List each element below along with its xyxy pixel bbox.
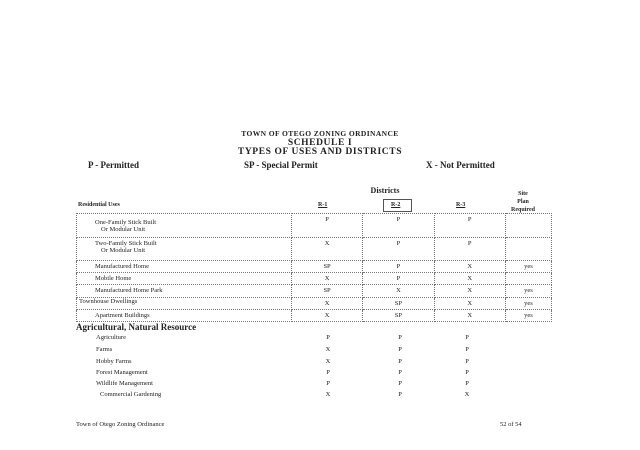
r3-value: P: [465, 369, 469, 376]
r3-cell: X: [434, 273, 505, 285]
table-row: [77, 261, 552, 273]
r2-cell: P: [363, 238, 434, 261]
r3-cell: P: [434, 214, 505, 238]
site-plan-cell: yes: [505, 261, 551, 273]
r2-value: P: [398, 380, 402, 387]
use-cell: [77, 298, 292, 310]
use-label: Two-Family Stick Built: [95, 240, 157, 247]
r1-value: X: [325, 391, 331, 398]
document-title: TOWN OF OTEGO ZONING ORDINANCE: [241, 129, 399, 138]
use-cell: [77, 273, 292, 285]
column-r2: R-2: [391, 202, 401, 208]
r1-cell: X: [291, 310, 362, 322]
r1-cell: X: [291, 273, 362, 285]
r2-value: P: [398, 391, 402, 398]
list-item: Farms: [96, 346, 113, 353]
use-cell: [77, 310, 292, 322]
list-item: Commercial Gardening: [100, 391, 162, 398]
r1-value: X: [325, 358, 331, 365]
r1-cell: P: [291, 214, 362, 238]
schedule-title: SCHEDULE I: [287, 138, 353, 148]
r2-cell: SP: [363, 310, 434, 322]
r1-cell: X: [291, 238, 362, 261]
site-plan-cell: [505, 273, 551, 285]
list-item: Forest Management: [96, 369, 148, 376]
r1-cell: SP: [291, 261, 362, 273]
site-plan-cell: yes: [505, 298, 551, 310]
column-r3: R-3: [456, 202, 466, 208]
page-number: 52 of 54: [500, 421, 522, 428]
site-plan-cell: yes: [505, 285, 551, 298]
table-row: [77, 285, 552, 298]
use-label: Manufactured Home Park: [95, 287, 163, 294]
r2-cell: X: [363, 285, 434, 298]
footer-title: Town of Otego Zoning Ordinance: [76, 421, 165, 428]
table-row: [77, 238, 552, 261]
r3-cell: X: [434, 298, 505, 310]
use-label: Townhouse Dwellings: [79, 298, 138, 305]
r3-value: P: [465, 346, 469, 353]
r2-highlight-box: [383, 199, 412, 212]
agricultural-heading: Agricultural, Natural Resource: [76, 322, 197, 332]
table-row: [77, 273, 552, 285]
r3-cell: X: [434, 285, 505, 298]
r2-value: P: [398, 334, 402, 341]
use-label-sub: Or Modular Unit: [101, 247, 146, 254]
table-row: [77, 310, 552, 322]
r1-value: P: [326, 380, 330, 387]
use-cell: [77, 214, 292, 238]
column-r1: R-1: [318, 202, 328, 208]
list-item: Wildlife Management: [96, 380, 153, 387]
table-row: [77, 214, 552, 238]
list-item: Agriculture: [96, 334, 126, 341]
r1-cell: X: [291, 298, 362, 310]
r3-value: P: [465, 358, 469, 365]
r3-cell: P: [434, 238, 505, 261]
r3-cell: X: [434, 310, 505, 322]
r2-cell: P: [363, 273, 434, 285]
site-plan-cell: [505, 214, 551, 238]
r2-cell: P: [363, 214, 434, 238]
r3-value: P: [465, 380, 469, 387]
use-label: Manufactured Home: [95, 263, 149, 270]
r2-value: P: [398, 369, 402, 376]
list-item: Hobby Farms: [96, 358, 132, 365]
legend-not-permitted: X - Not Permitted: [426, 160, 495, 170]
r2-cell: P: [363, 261, 434, 273]
use-label-sub: Or Modular Unit: [101, 226, 146, 233]
use-cell: [77, 238, 292, 261]
r3-value: P: [465, 334, 469, 341]
r1-cell: SP: [291, 285, 362, 298]
residential-uses-table: [76, 213, 552, 322]
site-plan-line: Required: [511, 207, 535, 213]
r2-value: P: [398, 358, 402, 365]
r2-cell: SP: [363, 298, 434, 310]
use-label: Apartment Buildings: [95, 312, 150, 319]
residential-uses-heading: Residential Uses: [78, 202, 120, 208]
site-plan-line: Site: [518, 191, 528, 197]
use-label: Mobile Home: [95, 275, 132, 282]
r3-cell: X: [434, 261, 505, 273]
r2-value: P: [398, 346, 402, 353]
site-plan-heading: [498, 190, 548, 214]
r1-value: P: [326, 334, 330, 341]
site-plan-cell: [505, 238, 551, 261]
legend-special-permit: SP - Special Permit: [244, 160, 318, 170]
use-cell: [77, 261, 292, 273]
use-cell: [77, 285, 292, 298]
r3-value: X: [464, 391, 470, 398]
r1-value: P: [326, 369, 330, 376]
use-label: One-Family Stick Built: [95, 219, 157, 226]
legend-permitted: P - Permitted: [88, 160, 139, 170]
site-plan-line: Plan: [517, 199, 529, 205]
districts-heading: Districts: [370, 186, 400, 195]
r1-value: X: [325, 346, 331, 353]
table-row: [77, 298, 552, 310]
site-plan-cell: yes: [505, 310, 551, 322]
section-title: TYPES OF USES AND DISTRICTS: [237, 147, 403, 157]
